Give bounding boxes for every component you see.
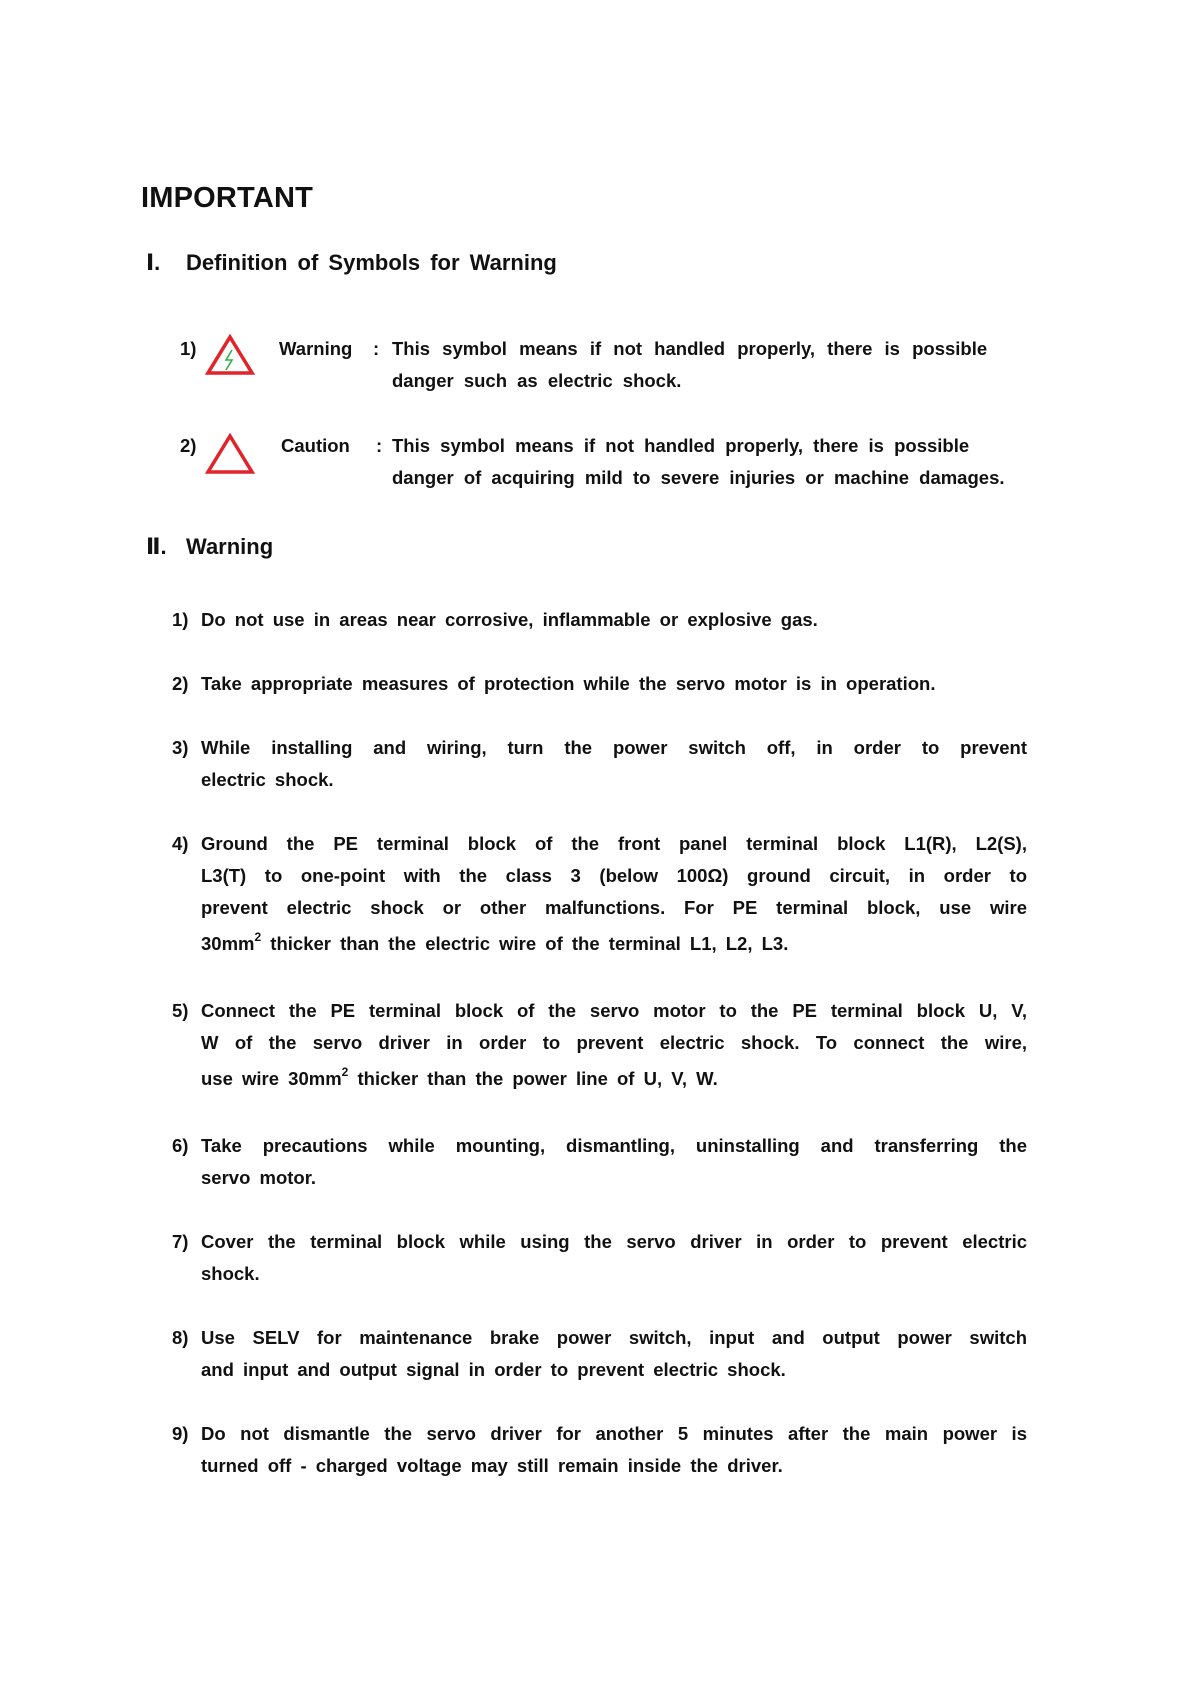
section-heading-definitions <box>146 250 557 276</box>
symbol-colon: : <box>373 338 380 359</box>
warning-item <box>172 828 1027 960</box>
superscript: 2 <box>254 930 262 944</box>
warning-item <box>172 1130 1027 1194</box>
item-number: 6) <box>172 1135 189 1156</box>
superscript: 2 <box>341 1065 349 1079</box>
item-number: 1) <box>172 609 189 630</box>
warning-item <box>172 1226 1027 1290</box>
symbol-description-line: danger of acquiring mild to severe injuries or machine damages. <box>392 467 1005 488</box>
item-number: 2) <box>172 673 189 694</box>
symbol-description-line: This symbol means if not handled properly, there is possible <box>392 338 988 359</box>
section-title: Warning <box>186 534 274 559</box>
symbol-description-line: This symbol means if not handled properly, there is possible <box>392 435 970 456</box>
item-number: 8) <box>172 1327 189 1348</box>
warning-item <box>172 604 1027 636</box>
section-numeral: Ⅰ. <box>146 250 161 275</box>
caution-triangle-icon <box>205 433 255 480</box>
symbol-label: Caution <box>281 435 350 456</box>
item-number: 7) <box>172 1231 189 1252</box>
item-text: While installing and wiring, turn the power switch off, in order to prevent <box>201 737 1027 758</box>
symbol-number: 1) <box>180 338 197 359</box>
item-number: 3) <box>172 737 189 758</box>
warning-electric-triangle-icon <box>205 334 255 381</box>
page-title: IMPORTANT <box>141 182 314 214</box>
item-text: Do not use in areas near corrosive, inflammable or explosive gas. <box>201 609 818 630</box>
symbol-label: Warning <box>279 338 353 359</box>
section-heading-warning <box>146 534 273 560</box>
item-text: Cover the terminal block while using the servo driver in order to prevent electric <box>201 1231 1027 1252</box>
symbol-number: 2) <box>180 435 197 456</box>
section-title: Definition of Symbols for Warning <box>186 250 557 275</box>
item-text: electric shock. <box>201 769 334 790</box>
item-text: shock. <box>201 1263 260 1284</box>
item-text: $30mm^2$ thicker than the electric wire of the terminal L1, L2, L3. <box>201 930 789 954</box>
item-text: prevent electric shock or other malfunctions. For PE terminal block, use wire <box>201 897 1027 918</box>
warning-item <box>172 732 1027 796</box>
warning-item <box>172 995 1027 1095</box>
item-text: W of the servo driver in order to prevent electric shock. To connect the wire, <box>201 1032 1027 1053</box>
warning-item <box>172 668 1027 700</box>
symbol-description-line: danger such as electric shock. <box>392 370 682 391</box>
item-text: servo motor. <box>201 1167 317 1188</box>
symbol-colon: : <box>376 435 383 456</box>
item-text: L3(T) to one-point with the class 3 (below 100Ω) ground circuit, in order to <box>201 865 1027 886</box>
item-number: 9) <box>172 1423 189 1444</box>
warning-item <box>172 1418 1027 1482</box>
item-text: Take precautions while mounting, dismantling, uninstalling and transferring the <box>201 1135 1027 1156</box>
item-text: Connect the PE terminal block of the servo motor to the PE terminal block U, V, <box>201 1000 1027 1021</box>
section-numeral: Ⅱ. <box>146 534 167 559</box>
item-text: Do not dismantle the servo driver for another 5 minutes after the main power is <box>201 1423 1027 1444</box>
item-text: Ground the PE terminal block of the front panel terminal block L1(R), L2(S), <box>201 833 1027 854</box>
item-text: Take appropriate measures of protection while the servo motor is in operation. <box>201 673 936 694</box>
item-text: and input and output signal in order to prevent electric shock. <box>201 1359 786 1380</box>
warning-item <box>172 1322 1027 1386</box>
item-number: 4) <box>172 833 189 854</box>
item-number: 5) <box>172 1000 189 1021</box>
item-text: use wire $30mm^2$ thicker than the power line of U, V, W. <box>201 1065 718 1089</box>
item-text: Use SELV for maintenance brake power switch, input and output power switch <box>201 1327 1027 1348</box>
item-text: turned off - charged voltage may still remain inside the driver. <box>201 1455 783 1476</box>
